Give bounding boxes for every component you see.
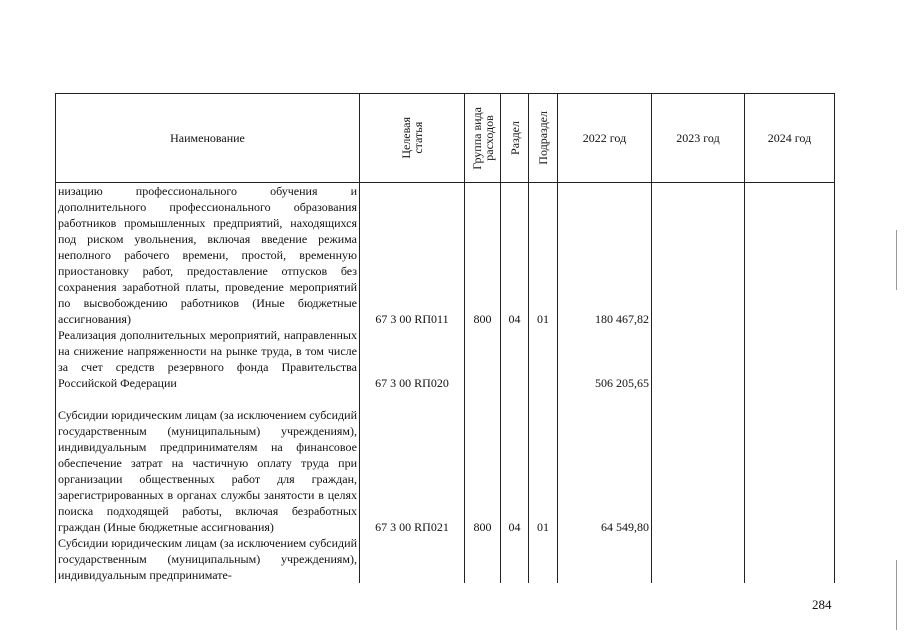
row-group xyxy=(465,327,501,391)
row-name: Реализация дополнительных мероприятий, направленных на снижение напряженности на рынке труда, в том числе за счет средств резервного фонда Правительства Российской Федерации xyxy=(56,327,360,391)
row-2022: 180 467,82 xyxy=(558,183,652,328)
header-expense-group-line2: расходов xyxy=(481,115,496,161)
header-2023: 2023 год xyxy=(652,94,745,183)
row-2023 xyxy=(652,183,745,328)
header-subsection xyxy=(529,94,558,183)
header-target xyxy=(360,94,465,183)
header-expense-group-line1: Группа вида xyxy=(469,106,484,170)
row-subsection xyxy=(529,535,558,583)
row-section xyxy=(501,327,529,391)
header-section-label: Раздел xyxy=(507,121,522,155)
header-expense-group xyxy=(465,94,501,183)
row-section xyxy=(501,535,529,583)
page-number: 284 xyxy=(812,597,832,612)
row-2024 xyxy=(745,183,835,328)
row-2022 xyxy=(558,535,652,583)
table-row xyxy=(56,535,835,583)
row-name: низацию профессионального обучения и дополнительного профессионального образования работников промышленных предприятий, находящихся под риском увольнения, включая введение режима неполного рабочего времени, простой, временную приостановку работ, предоставление отпусков без сохранения заработной платы, проведение мероприятий по высвобождению работников (Иные бюджетные ассигнования) xyxy=(56,183,360,328)
row-2024 xyxy=(745,327,835,391)
row-target: 67 3 00 RП021 xyxy=(360,391,465,535)
row-target: 67 3 00 RП020 xyxy=(360,327,465,391)
row-2022: 506 205,65 xyxy=(558,327,652,391)
row-group xyxy=(465,535,501,583)
row-name: Субсидии юридическим лицам (за исключением субсидий государственным (муниципальным) учреждениям), индивидуальным предпринимате- xyxy=(56,535,360,583)
row-subsection xyxy=(529,327,558,391)
table-row xyxy=(56,183,835,328)
header-2022: 2022 год xyxy=(558,94,652,183)
row-2023 xyxy=(652,391,745,535)
row-section: 04 xyxy=(501,183,529,328)
budget-table-container xyxy=(55,93,835,583)
row-2023 xyxy=(652,535,745,583)
header-target-line2: статья xyxy=(411,122,425,154)
row-name: Субсидии юридическим лицам (за исключением субсидий государственным (муниципальным) учреждениям), индивидуальным предпринимателям на финансовое обеспечение затрат на частичную оплату труда при организации общественных работ для граждан, зарегистрированных в органах службы занятости в целях поиска подходящей работы, включая безработных граждан (Иные бюджетные ассигнования) xyxy=(56,391,360,535)
row-2024 xyxy=(745,391,835,535)
row-2022: 64 549,80 xyxy=(558,391,652,535)
row-2023 xyxy=(652,327,745,391)
header-subsection-label: Подраздел xyxy=(536,111,550,165)
table-header-row xyxy=(56,94,835,183)
header-section xyxy=(501,94,529,183)
table-row xyxy=(56,327,835,391)
row-subsection: 01 xyxy=(529,391,558,535)
row-group: 800 xyxy=(465,391,501,535)
header-target-line1: Целевая xyxy=(399,117,413,159)
row-2024 xyxy=(745,535,835,583)
row-target: 67 3 00 RП011 xyxy=(360,183,465,328)
table-row xyxy=(56,391,835,535)
row-group: 800 xyxy=(465,183,501,328)
budget-table xyxy=(55,93,835,583)
header-2024: 2024 год xyxy=(745,94,835,183)
row-subsection: 01 xyxy=(529,183,558,328)
header-name: Наименование xyxy=(56,94,360,183)
scan-edge-line-right-lower xyxy=(896,560,897,630)
row-section: 04 xyxy=(501,391,529,535)
scan-edge-line-right xyxy=(896,230,897,290)
row-target xyxy=(360,535,465,583)
